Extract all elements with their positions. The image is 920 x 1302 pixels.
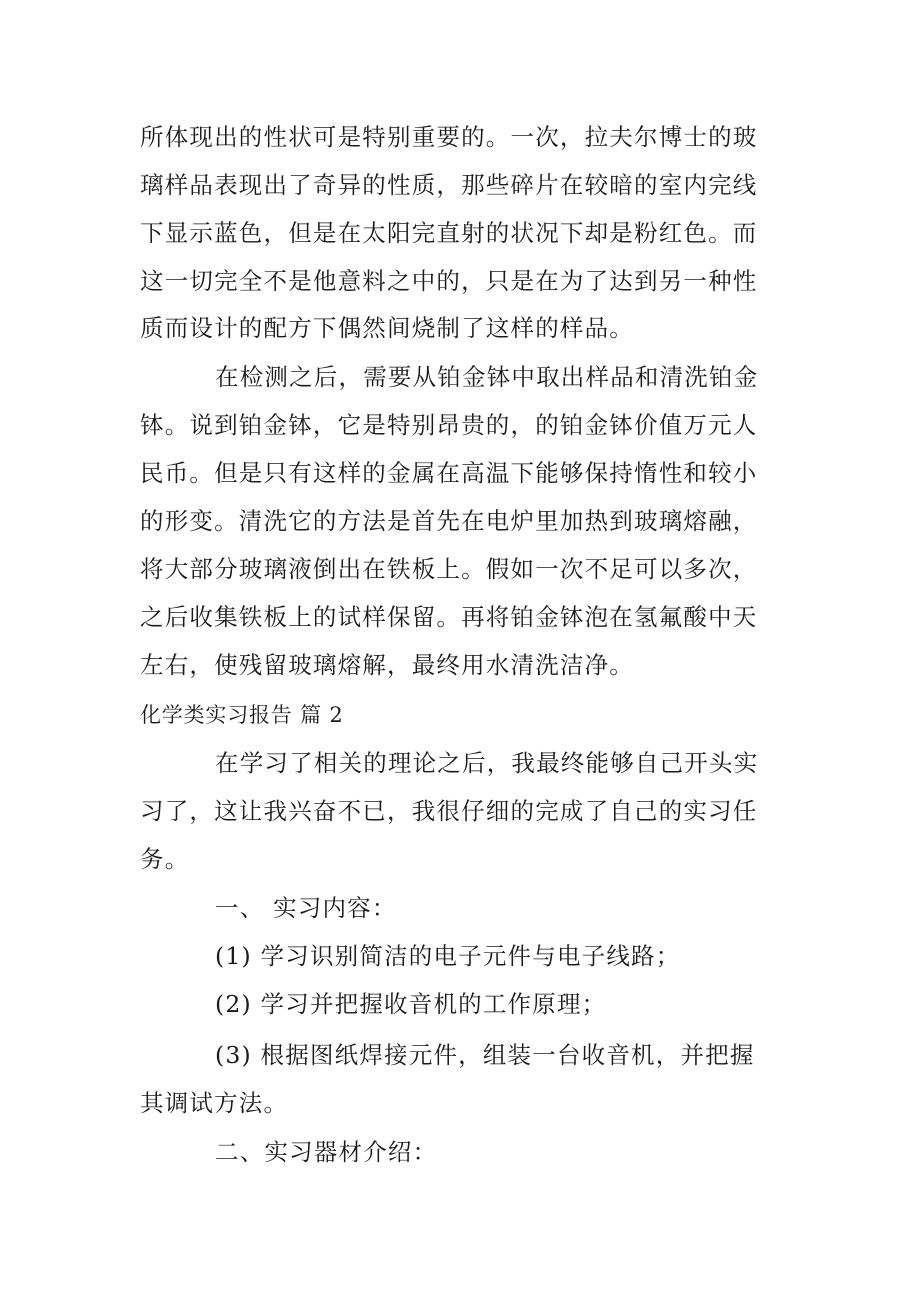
paragraph-1-line-1: 所体现出的性状可是特别重要的。一次，拉夫尔博士的玻 <box>140 123 758 151</box>
paragraph-2-line-3: 民币。但是只有这样的金属在高温下能够保持惰性和较小 <box>140 459 758 487</box>
paragraph-2-line-6: 之后收集铁板上的试样保留。再将铂金钵泡在氢氟酸中天 <box>140 603 758 631</box>
paragraph-2-line-1: 在检测之后，需要从铂金钵中取出样品和清洗铂金 <box>215 363 759 391</box>
paragraph-2-line-4: 的形变。清洗它的方法是首先在电炉里加热到玻璃熔融， <box>140 507 758 535</box>
paragraph-1-line-4: 这一切完全不是他意料之中的，只是在为了达到另一种性 <box>140 267 758 295</box>
paragraph-3-line-1: 在学习了相关的理论之后，我最终能够自己开头实 <box>215 749 759 777</box>
list-item-1: (1) 学习识别简洁的电子元件与电子线路； <box>215 942 681 970</box>
paragraph-3-line-3: 务。 <box>140 845 190 873</box>
paragraph-3-line-2: 习了，这让我兴奋不已，我很仔细的完成了自己的实习任 <box>140 797 758 825</box>
paragraph-2-line-2: 钵。说到铂金钵，它是特别昂贵的，的铂金钵价值万元人 <box>140 411 758 439</box>
list-item-3-line-2: 其调试方法。 <box>140 1089 289 1117</box>
paragraph-2-line-5: 将大部分玻璃液倒出在铁板上。假如一次不足可以多次， <box>140 555 758 583</box>
section-heading: 化学类实习报告 篇 2 <box>140 703 344 727</box>
paragraph-1-line-5: 质而设计的配方下偶然间烧制了这样的样品。 <box>140 314 634 342</box>
paragraph-1-line-3: 下显示蓝色，但是在太阳完直射的状况下却是粉红色。而 <box>140 219 758 247</box>
paragraph-1-line-2: 璃样品表现出了奇异的性质，那些碎片在较暗的室内完线 <box>140 171 758 199</box>
paragraph-2-line-7: 左右，使残留玻璃熔解，最终用水清洗洁净。 <box>140 651 634 679</box>
list-item-3-line-1: (3) 根据图纸焊接元件，组装一台收音机，并把握 <box>215 1041 755 1069</box>
list-heading-2: 二、实习器材介绍： <box>215 1138 438 1166</box>
list-item-2: (2) 学习并把握收音机的工作原理； <box>215 990 607 1018</box>
list-heading-1: 一、 实习内容： <box>215 894 397 922</box>
